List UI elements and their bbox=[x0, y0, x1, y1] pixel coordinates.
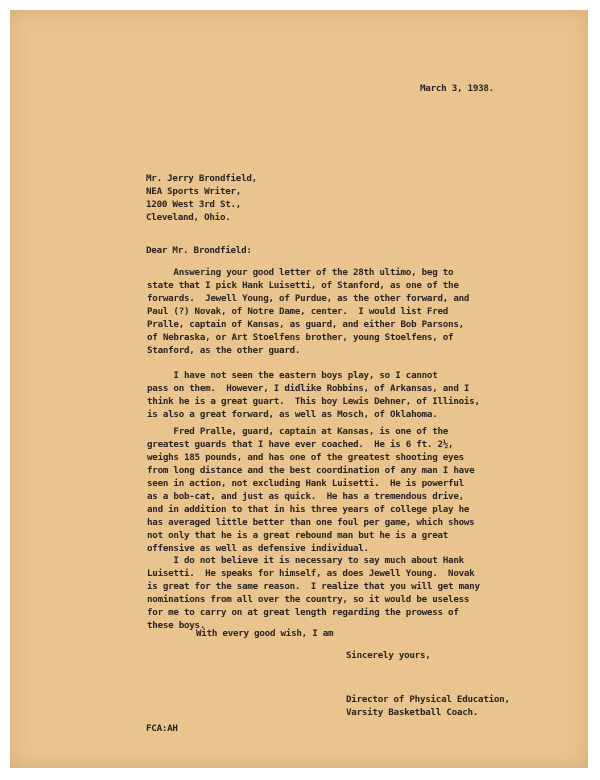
body-line: I do not believe it is necessary to say much about Hank bbox=[147, 555, 464, 566]
body-line: Fred Pralle, guard, captain at Kansas, is one of the bbox=[147, 426, 449, 437]
body-line: Paul (?) Novak, of Notre Dame, center. I would list Fred bbox=[147, 306, 449, 317]
body-line: these boys. bbox=[147, 620, 206, 631]
body-line: and in addition to that in his three years of college play he bbox=[147, 504, 470, 515]
body-line: for me to carry on at great length regarding the prowess of bbox=[147, 607, 459, 618]
complimentary-close: Sincerely yours, bbox=[346, 650, 431, 661]
body-line: is also a great forward, as well as Mosch, of Oklahoma. bbox=[147, 409, 438, 420]
paragraph-2 bbox=[147, 369, 480, 421]
body-line: pass on them. However, I didlike Robbins, of Arkansas, and I bbox=[147, 383, 470, 394]
body-line: not only that he is a great rebound man but he is a great bbox=[147, 530, 449, 541]
body-line: Pralle, captain of Kansas, as guard, and either Bob Parsons, bbox=[147, 319, 464, 330]
body-line: from long distance and the best coordination of any man I have bbox=[147, 465, 475, 476]
body-line: offensive as well as defensive individual. bbox=[147, 543, 369, 554]
body-line: Answering your good letter of the 28th ultimo, beg to bbox=[147, 267, 454, 278]
paragraph-1 bbox=[147, 266, 469, 357]
body-line: I have not seen the eastern boys play, so I cannot bbox=[147, 370, 438, 381]
signature-line: Varsity Basketball Coach. bbox=[346, 707, 479, 718]
body-line: state that I pick Hank Luisetti, of Stanford, as one of the bbox=[147, 280, 459, 291]
body-line: weighs 185 pounds, and has one of the greatest shooting eyes bbox=[147, 452, 464, 463]
letter-page bbox=[10, 10, 588, 768]
signature-line: Director of Physical Education, bbox=[346, 694, 510, 705]
body-line: has averaged little better than one foul per game, which shows bbox=[147, 517, 475, 528]
paragraph-4 bbox=[147, 554, 480, 632]
recipient-line: NEA Sports Writer, bbox=[146, 186, 242, 197]
paragraph-3 bbox=[147, 425, 474, 555]
body-line: of Nebraska, or Art Stoelfens brother, young Stoelfens, of bbox=[147, 332, 454, 343]
signature-block bbox=[346, 693, 510, 719]
recipient-address bbox=[146, 172, 257, 224]
body-line: think he is a great guart. This boy Lewis Dehner, of Illinois, bbox=[147, 396, 480, 407]
salutation: Dear Mr. Brondfield: bbox=[146, 245, 252, 256]
body-line: seen in action, not excluding Hank Luisetti. He is powerful bbox=[147, 478, 464, 489]
body-line: Luisetti. He speaks for himself, as does Jewell Young. Novak bbox=[147, 568, 475, 579]
recipient-line: 1200 West 3rd St., bbox=[146, 199, 242, 210]
body-line: forwards. Jewell Young, of Purdue, as the other forward, and bbox=[147, 293, 470, 304]
closing-wish: With every good wish, I am bbox=[196, 628, 334, 639]
reference-initials: FCA:AH bbox=[146, 723, 178, 734]
body-line: Stanford, as the other guard. bbox=[147, 345, 301, 356]
recipient-line: Mr. Jerry Brondfield, bbox=[146, 173, 257, 184]
body-line: as a bob-cat, and just as quick. He has a tremendous drive, bbox=[147, 491, 464, 502]
body-line: is great for the same reason. I realize that you will get many bbox=[147, 581, 480, 592]
body-line: nominations from all over the country, so it would be useless bbox=[147, 594, 470, 605]
recipient-line: Cleveland, Ohio. bbox=[146, 212, 231, 223]
letter-date: March 3, 1938. bbox=[420, 83, 494, 94]
body-line: greatest guards that I have ever coached. He is 6 ft. 2½, bbox=[147, 439, 454, 450]
